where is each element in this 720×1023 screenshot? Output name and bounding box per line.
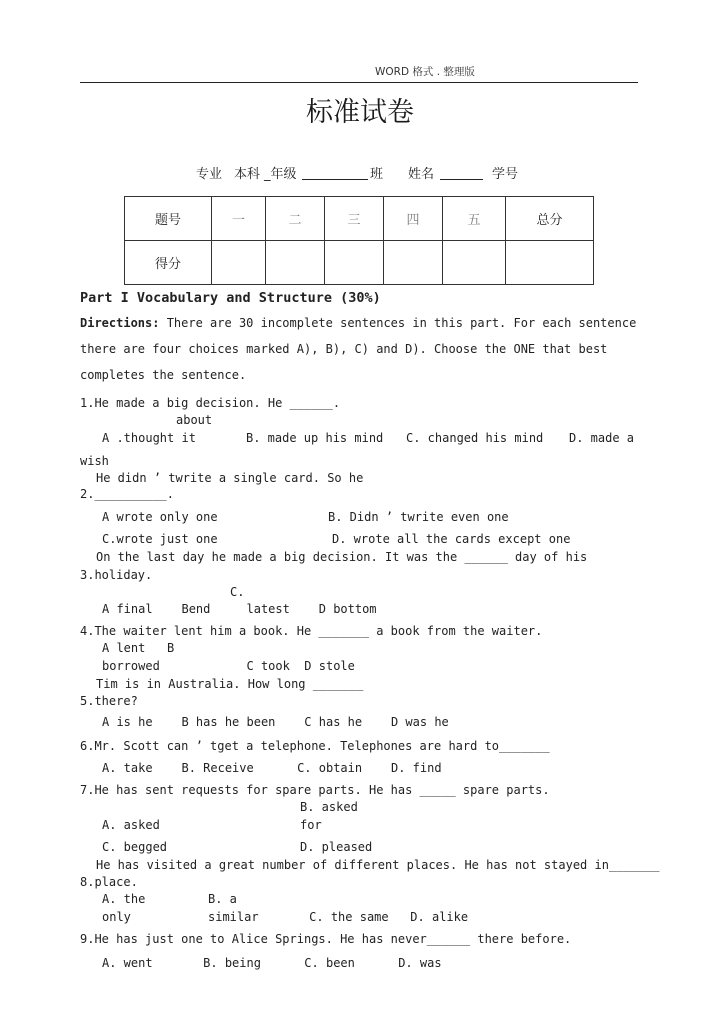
q8-option-a-line2: only: [102, 910, 131, 924]
q1-stem: 1.He made a big decision. He ______.: [80, 396, 341, 410]
q1-option-a[interactable]: A .thought it: [102, 431, 196, 445]
q7-option-b-line2: for: [300, 818, 322, 832]
header-rule: [80, 82, 638, 83]
score-header-cell: 五: [443, 197, 506, 241]
q2-option-d[interactable]: D. wrote all the cards except one: [332, 532, 571, 546]
q9-options[interactable]: A. went B. being C. been D. was: [102, 956, 442, 970]
info-class: 班: [370, 167, 384, 182]
info-major: 专业: [196, 167, 223, 182]
info-student-id: 学号: [492, 167, 519, 182]
score-cell[interactable]: [384, 241, 443, 285]
q6-options[interactable]: A. take B. Receive C. obtain D. find: [102, 761, 442, 775]
q1-option-c[interactable]: C. changed his mind: [406, 431, 544, 445]
q2-option-b[interactable]: B. Didn ’ twrite even one: [328, 510, 509, 524]
score-cell[interactable]: [266, 241, 325, 285]
score-cell[interactable]: [443, 241, 506, 285]
directions-line-2: there are four choices marked A), B), C) and D). Choose the ONE that best: [80, 342, 608, 356]
q2-stem-line2: 2.__________.: [80, 487, 174, 501]
q7-option-c[interactable]: C. begged: [102, 840, 168, 854]
q3-option-c-letter: C.: [230, 585, 245, 599]
score-cell[interactable]: [506, 241, 594, 285]
directions-text: There are 30 incomplete sentences in this part. For each sentence: [159, 316, 637, 330]
info-name: 姓名: [408, 167, 435, 182]
score-header-cell: 题号: [125, 197, 212, 241]
q1-option-b[interactable]: B. made up his mind: [246, 431, 384, 445]
score-header-cell: 二: [266, 197, 325, 241]
directions-line-3: completes the sentence.: [80, 368, 247, 382]
score-header-cell: 总分: [506, 197, 594, 241]
score-header-cell: 一: [212, 197, 266, 241]
info-level: 本科: [234, 167, 261, 182]
q8-option-a-line1[interactable]: A. the: [102, 892, 146, 906]
q7-option-b-line1[interactable]: B. asked: [300, 800, 358, 814]
part-title: Part I Vocabulary and Structure (30%): [80, 290, 381, 306]
format-note: WORD 格式 . 整理版: [375, 66, 475, 78]
q8-stem-line2: 8.place.: [80, 875, 138, 889]
score-row-label: 得分: [125, 241, 212, 285]
q4-options-ab[interactable]: A lent B: [102, 641, 175, 655]
q8-stem-line1: He has visited a great number of different places. He has not stayed in_______: [96, 858, 660, 872]
score-header-cell: 三: [325, 197, 384, 241]
q1-option-d-wrap: wish: [80, 454, 109, 468]
document-title: 标准试卷: [306, 97, 414, 128]
q3-stem-line1: On the last day he made a big decision. It was the ______ day of his: [96, 550, 588, 564]
score-table: [124, 196, 594, 285]
q2-option-c[interactable]: C.wrote just one: [102, 532, 218, 546]
q2-option-a[interactable]: A wrote only one: [102, 510, 218, 524]
q6-stem: 6.Mr. Scott can ’ tget a telephone. Telephones are hard to_______: [80, 739, 550, 753]
q1-option-d[interactable]: D. made a: [569, 431, 635, 445]
q5-stem-line2: 5.there?: [80, 694, 138, 708]
q4-options-rest[interactable]: borrowed C took D stole: [102, 659, 355, 673]
score-cell[interactable]: [325, 241, 384, 285]
q7-option-d[interactable]: D. pleased: [300, 840, 373, 854]
q9-stem: 9.He has just one to Alice Springs. He has never______ there before.: [80, 932, 572, 946]
q4-stem: 4.The waiter lent him a book. He _______ a book from the waiter.: [80, 624, 543, 638]
score-header-cell: 四: [384, 197, 443, 241]
q1-about: about: [176, 413, 213, 427]
q3-stem-line2: 3.holiday.: [80, 568, 153, 582]
q5-options[interactable]: A is he B has he been C has he D was he: [102, 715, 449, 729]
q8-options-rest[interactable]: similar C. the same D. alike: [208, 910, 469, 924]
q3-options[interactable]: A final Bend latest D bottom: [102, 602, 377, 616]
directions-label: Directions:: [80, 316, 160, 330]
directions-line-1: [80, 316, 636, 330]
q5-stem-line1: Tim is in Australia. How long _______: [96, 677, 364, 691]
class-blank[interactable]: [302, 166, 368, 180]
q8-option-b-line1[interactable]: B. a: [208, 892, 237, 906]
info-grade: _年级: [264, 167, 297, 182]
q7-option-a[interactable]: A. asked: [102, 818, 160, 832]
score-cell[interactable]: [212, 241, 266, 285]
q7-stem: 7.He has sent requests for spare parts. He has _____ spare parts.: [80, 783, 550, 797]
name-blank[interactable]: [440, 166, 483, 180]
q2-stem-line1: He didn ’ twrite a single card. So he: [96, 471, 364, 485]
